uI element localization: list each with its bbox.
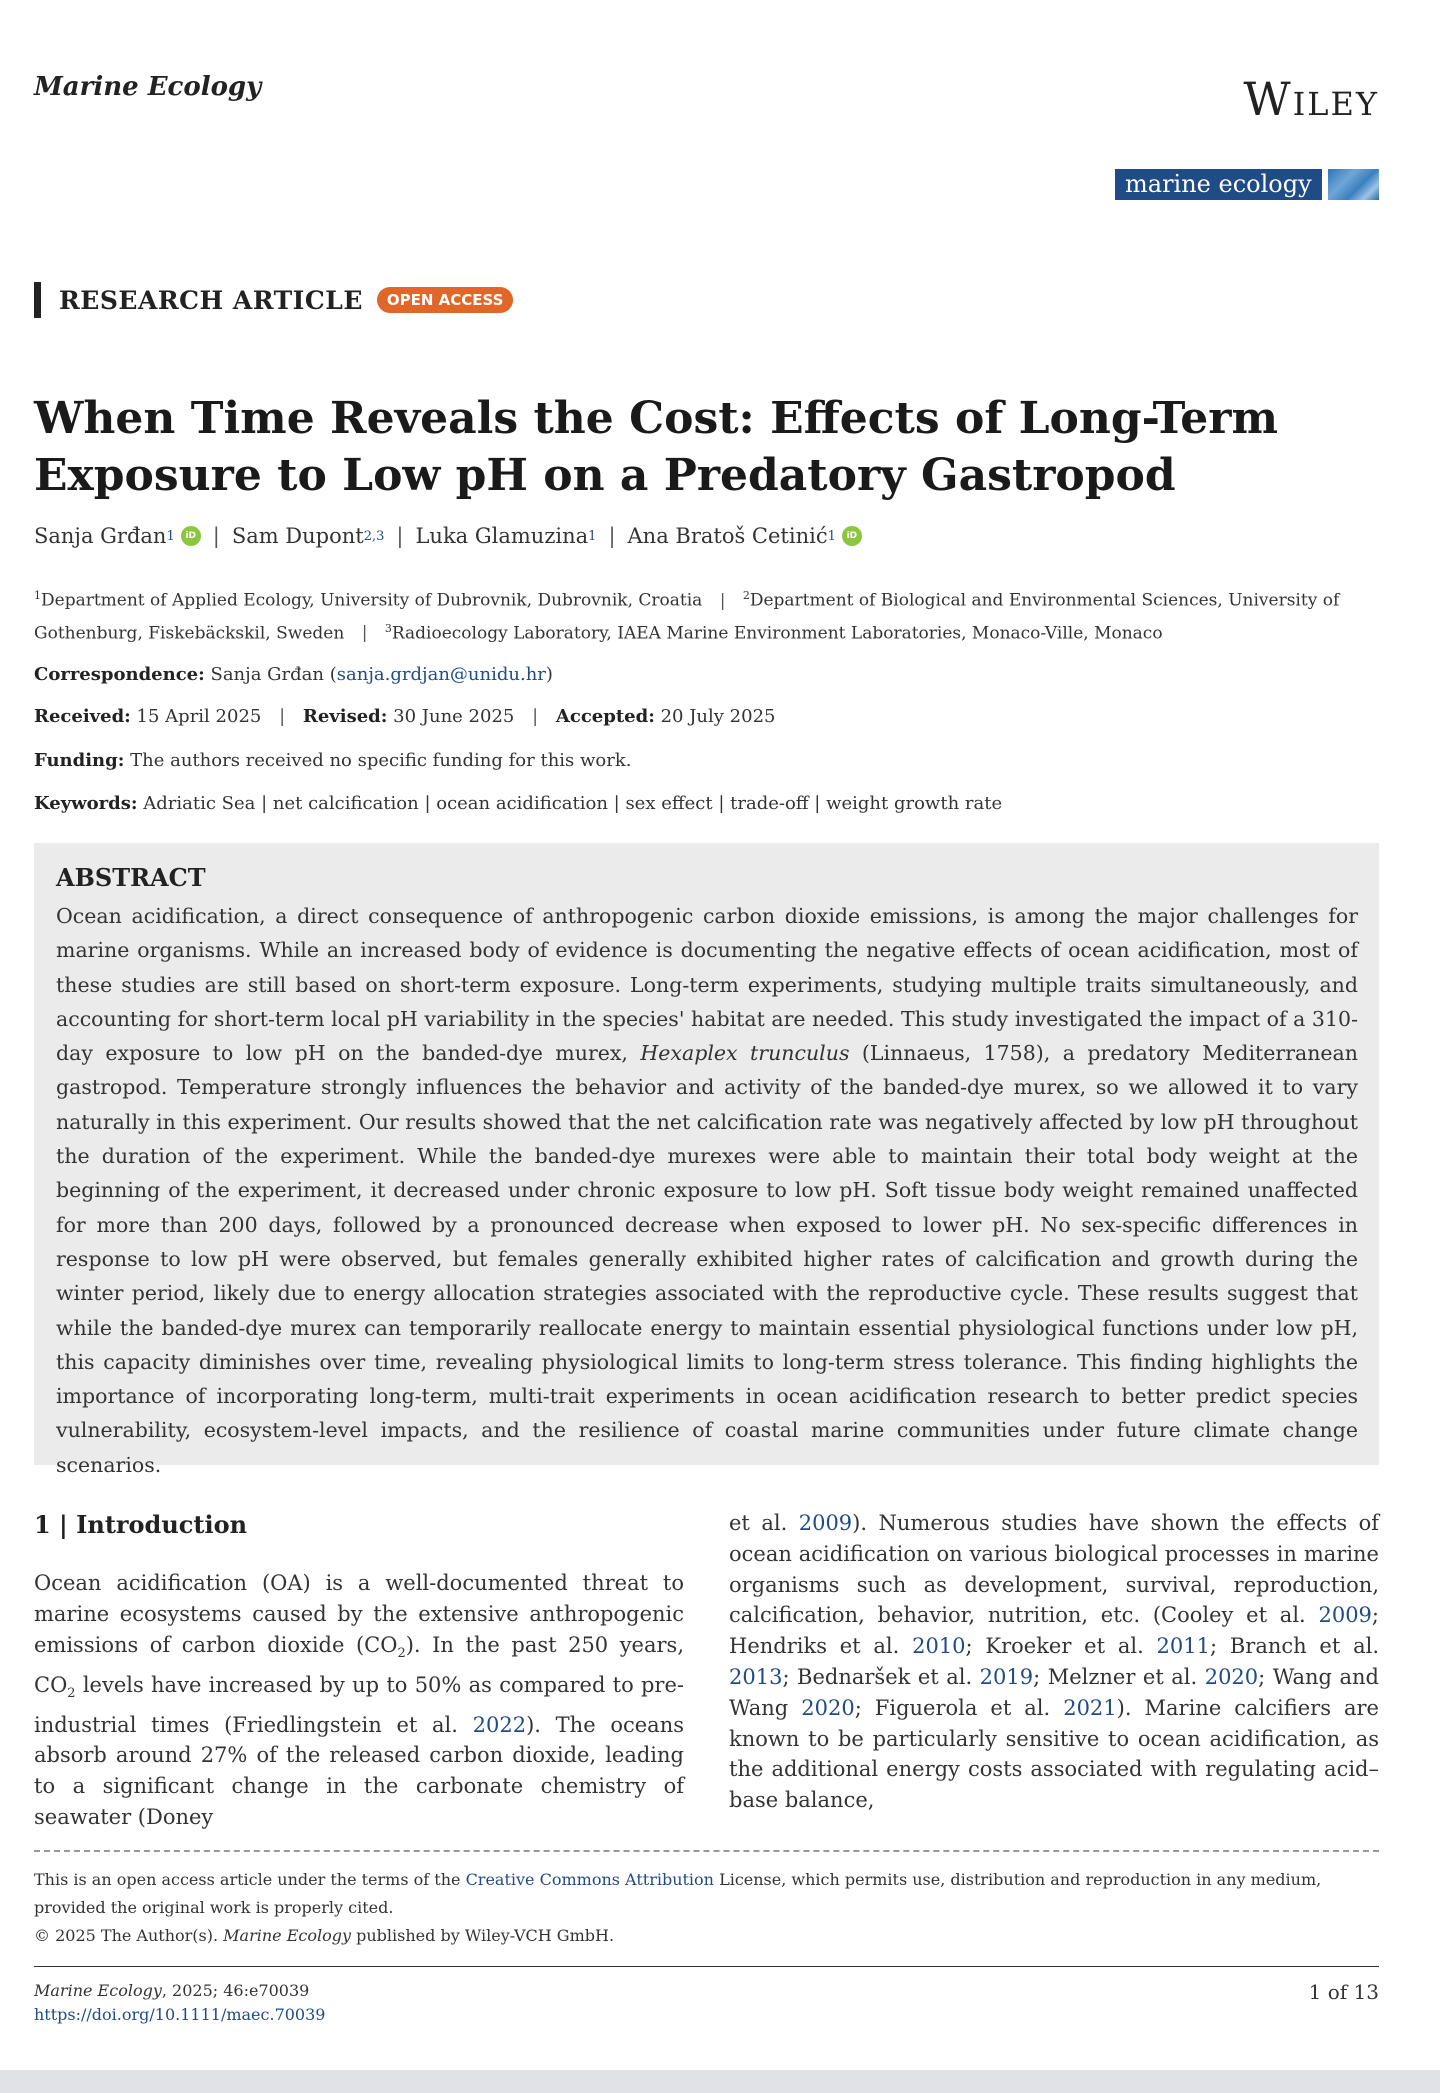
accepted-date: 20 July 2025: [660, 706, 776, 727]
license-part: License, which permits use, distribution and reproduction in any medium, provided the original work is properly cited.: [34, 1870, 1322, 1917]
affiliation-3: Radioecology Laboratory, IAEA Marine Environment Laboratories, Monaco-Ville, Monaco: [391, 623, 1163, 644]
affiliation-number: 3: [384, 621, 392, 635]
accepted-label: Accepted:: [555, 706, 655, 727]
intro-text: et al.: [729, 1511, 799, 1535]
license-text: [34, 1866, 1379, 1922]
funding: [34, 750, 631, 771]
abstract-text: [56, 899, 1358, 1482]
copyright: [34, 1926, 614, 1945]
article-type: [34, 282, 513, 318]
citation-link[interactable]: 2010: [912, 1634, 966, 1659]
citation-link[interactable]: 2019: [979, 1664, 1034, 1689]
intro-paragraph: [34, 1568, 684, 1833]
keywords: [34, 793, 1002, 814]
correspondence-name: Sanja Grđan: [210, 664, 325, 685]
article-type-label: RESEARCH ARTICLE: [59, 285, 363, 315]
author-name[interactable]: Sanja Grđan: [34, 524, 167, 548]
intro-text: ; Melzner et al.: [1033, 1664, 1205, 1689]
citation-link[interactable]: 2020: [801, 1695, 855, 1720]
funding-text: The authors received no specific funding for this work.: [130, 750, 632, 771]
license-part: This is an open access article under the terms of the: [34, 1870, 466, 1889]
affiliation-separator: |: [361, 623, 368, 644]
date-separator: |: [279, 706, 286, 727]
orcid-icon[interactable]: iD: [181, 526, 201, 546]
species-name: Hexaplex trunculus: [640, 1041, 850, 1066]
author-name[interactable]: Luka Glamuzina: [415, 524, 589, 548]
intro-text: levels have increased by up to 50% as compared to pre-industrial times (Friedlingstein et al.: [34, 1672, 684, 1737]
intro-text: ; Wang and Wang: [729, 1664, 1379, 1720]
author-name[interactable]: Sam Dupont: [231, 524, 364, 548]
journal-banner[interactable]: [1115, 169, 1379, 200]
affiliations: [34, 582, 1384, 647]
body-column-right: [729, 1508, 1379, 1816]
affiliation-1: Department of Applied Ecology, University of Dubrovnik, Dubrovnik, Croatia: [41, 590, 703, 611]
dates: [34, 706, 775, 727]
publisher-name: Wiley: [1243, 72, 1379, 126]
citation-link[interactable]: 2009: [1318, 1603, 1372, 1628]
footer-divider: [34, 1966, 1379, 1967]
article-title: When Time Reveals the Cost: Effects of Long-Term Exposure to Low pH on a Predatory Gastropod: [34, 393, 1279, 501]
affiliation-number: 1: [34, 589, 41, 602]
creative-commons-link[interactable]: Creative Commons Attribution: [465, 1870, 714, 1889]
subscript: 2: [397, 1645, 406, 1661]
copyright-part: © 2025 The Author(s).: [34, 1926, 224, 1945]
open-access-badge: OPEN ACCESS: [377, 287, 514, 313]
citation-link[interactable]: 2022: [472, 1712, 527, 1737]
abstract-box: [34, 843, 1379, 1477]
abstract-part-1: Ocean acidification, a direct consequence of anthropogenic carbon dioxide emissions, is among the major challenges for marine organisms. While an increased body of evidence is documenting the negative effects of ocean acidification, most of these studies are still based on short-term exposure. Long-term experiments, studying multiple traits simultaneously, and accounting for short-term local pH variability in the species' habitat are needed. This study investigated the impact of a 310-day exposure to low pH on the banded-dye murex,: [56, 904, 1358, 1066]
footer-volume: , 2025; 46:e70039: [161, 1981, 310, 2000]
type-bar: [34, 282, 41, 318]
keywords-list: Adriatic Sea | net calcification | ocean acidification | sex effect | trade-off | weight growth rate: [143, 793, 1003, 814]
revised-date: 30 June 2025: [393, 706, 515, 727]
correspondence-email-link[interactable]: sanja.grdjan@unidu.hr: [336, 664, 546, 685]
intro-text: ; Kroeker et al.: [965, 1634, 1157, 1659]
footnote-divider: [34, 1850, 1379, 1852]
citation-link[interactable]: 2021: [1063, 1695, 1117, 1720]
affiliation-2: Department of Biological and Environmental Sciences, University of Gothenburg, Fiskebäckskil, Sweden: [34, 590, 1340, 644]
abstract-part-2: (Linnaeus, 1758), a predatory Mediterranean gastropod. Temperature strongly influences the behavior and activity of the banded-dye murex, so we allowed it to vary naturally in this experiment. Our results showed that the net calcification rate was negatively affected by low pH throughout the duration of the experiment. While the banded-dye murexes were able to maintain their total body weight at the beginning of the experiment, it decreased under chronic exposure to low pH. Soft tissue body weight remained unaffected for more than 200 days, followed by a pronounced decrease when exposed to lower pH. No sex-specific differences in response to low pH were observed, but females generally exhibited higher rates of calcification and growth during the winter period, likely due to energy allocation strategies associated with the reproductive cycle. These results suggest that while the banded-dye murex can temporarily reallocate energy to maintain essential physiological functions under low pH, this capacity diminishes over time, revealing physiological limits to long-term stress tolerance. This finding highlights the importance of incorporating long-term, multi-trait experiments in ocean acidification research to better predict species vulnerability, ecosystem-level impacts, and the resilience of coastal marine communities under future climate change scenarios.: [56, 1041, 1358, 1477]
wiley-logo[interactable]: [1243, 72, 1379, 126]
banner-text: [1115, 169, 1322, 200]
orcid-icon[interactable]: iD: [842, 526, 862, 546]
copyright-part: published by Wiley-VCH GmbH.: [351, 1926, 615, 1945]
doi-link[interactable]: https://doi.org/10.1111/maec.70039: [34, 2005, 326, 2024]
citation-link[interactable]: 2011: [1156, 1634, 1210, 1659]
copyright-journal: Marine Ecology: [223, 1926, 352, 1945]
received-label: Received:: [34, 706, 131, 727]
author-separator: |: [212, 524, 220, 548]
subscript: 2: [67, 1685, 76, 1701]
received-date: 15 April 2025: [136, 706, 262, 727]
author-separator: |: [608, 524, 616, 548]
section-heading-introduction: 1 | Introduction: [34, 1510, 248, 1539]
affiliation-number: 2: [742, 589, 750, 602]
author-separator: |: [396, 524, 404, 548]
intro-text: ; Branch et al.: [1209, 1634, 1379, 1659]
abstract-heading: ABSTRACT: [56, 863, 206, 892]
citation-link[interactable]: 2020: [1204, 1664, 1259, 1689]
intro-text: ). In the past 250 years, CO: [34, 1632, 684, 1697]
footer-citation: [34, 1981, 309, 2000]
body-column-left: [34, 1508, 684, 1833]
intro-text: ). Marine calcifiers are known to be particularly sensitive to ocean acidification, as the additional energy costs associated with regulating acid–base balance,: [729, 1695, 1379, 1813]
author-name[interactable]: Ana Bratoš Cetinić: [627, 524, 828, 548]
correspondence: Correspondence: Sanja Grđan (sanja.grdjan@unidu.hr): [34, 664, 553, 685]
intro-text: ). The oceans absorb around 27% of the released carbon dioxide, leading to a significant change in the carbonate chemistry of seawater (Doney: [34, 1712, 684, 1829]
journal-name: Marine Ecology: [34, 72, 262, 102]
correspondence-label: Correspondence:: [34, 664, 205, 685]
affiliation-separator: |: [719, 590, 726, 611]
intro-text: Ocean acidification (OA) is a well-documented threat to marine ecosystems caused by the extensive anthropogenic emissions of carbon dioxide (CO: [34, 1571, 684, 1657]
intro-text: ). Numerous studies have shown the effects of ocean acidification on various biological processes in marine organisms such as development, survival, reproduction, calcification, behavior, nutrition, etc. (Cooley et al.: [729, 1511, 1379, 1628]
banner-word-1: marine: [1125, 170, 1211, 198]
citation-link[interactable]: 2009: [798, 1511, 853, 1535]
author-affiliation[interactable]: 1: [166, 528, 175, 544]
date-separator: |: [532, 706, 539, 727]
viewer-bottom-strip: [0, 2070, 1440, 2093]
author-affiliation[interactable]: 1: [588, 528, 597, 544]
author-list: [34, 524, 862, 548]
footer-journal: Marine Ecology: [34, 1981, 162, 2000]
citation-link[interactable]: 2013: [729, 1664, 783, 1689]
intro-text: ; Bednaršek et al.: [782, 1664, 980, 1689]
author-affiliation[interactable]: 1: [827, 528, 836, 544]
intro-text: ; Hendriks et al.: [729, 1603, 1379, 1659]
banner-word-2: ecology: [1218, 170, 1312, 198]
revised-label: Revised:: [302, 706, 388, 727]
banner-image: [1328, 169, 1379, 200]
keywords-label: Keywords:: [34, 793, 138, 814]
funding-label: Funding:: [34, 750, 125, 771]
page-number: 1 of 13: [1308, 1980, 1379, 2004]
author-affiliation[interactable]: 2,3: [363, 528, 385, 544]
intro-text: ; Figuerola et al.: [854, 1695, 1064, 1720]
intro-paragraph-continued: [729, 1508, 1379, 1816]
